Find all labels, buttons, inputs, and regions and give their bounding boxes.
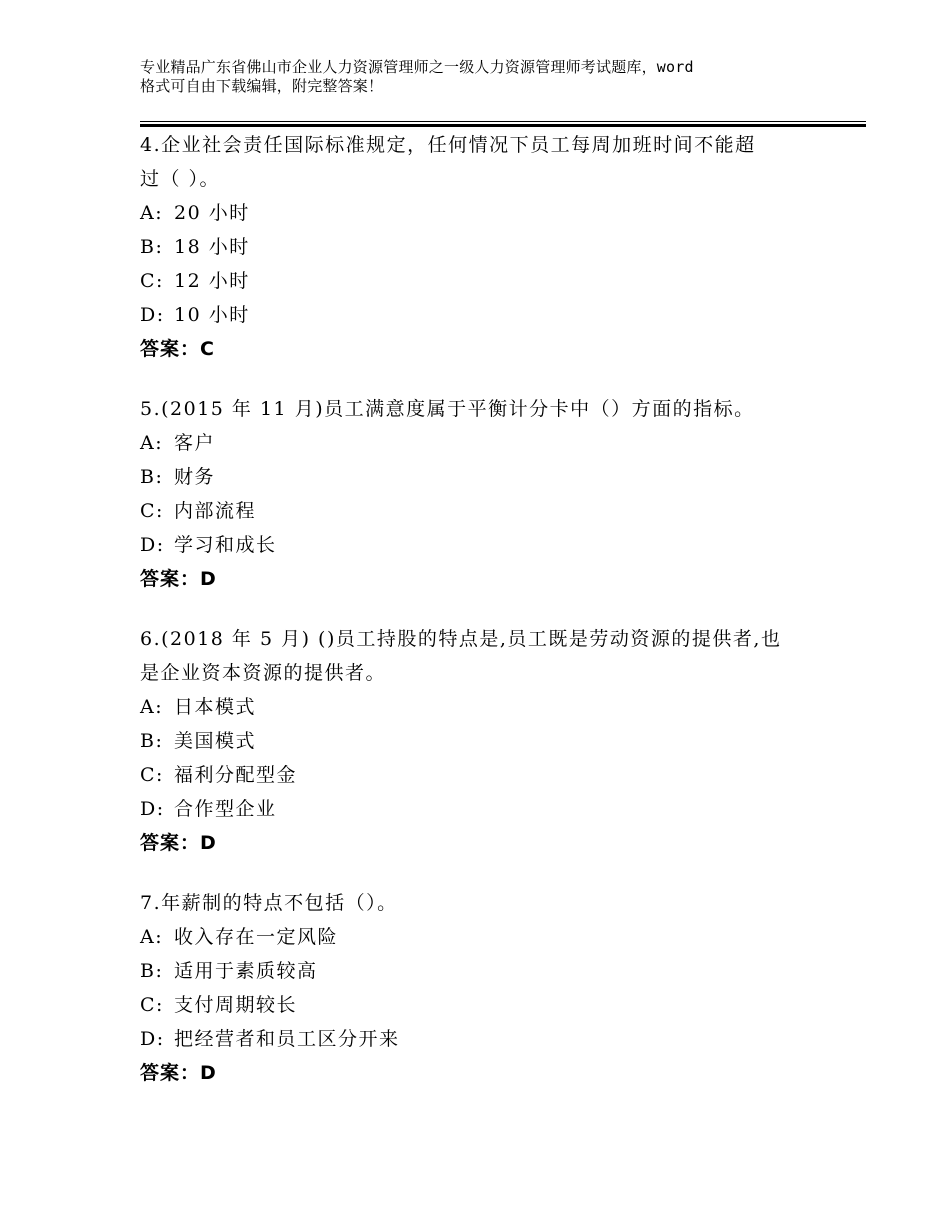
option-text: 12 小时 (174, 270, 250, 292)
option-text: 18 小时 (174, 236, 250, 258)
question-7 (140, 886, 820, 1090)
option-d (140, 1022, 820, 1056)
question-5 (140, 392, 820, 596)
header-divider-thin (140, 121, 866, 122)
option-text: 20 小时 (174, 202, 250, 224)
header-divider-thick (140, 124, 866, 127)
option-text: 10 小时 (174, 304, 250, 326)
option-letter: C: (140, 994, 164, 1016)
question-stem: 6.(2018 年 5 月) ()员工持股的特点是,员工既是劳动资源的提供者,也 (140, 628, 782, 650)
question-stem: 4.企业社会责任国际标准规定，任何情况下员工每周加班时间不能超 (140, 134, 756, 156)
option-text: 收入存在一定风险 (174, 926, 339, 948)
option-text: 财务 (174, 466, 216, 488)
option-d (140, 792, 820, 826)
option-letter: D: (140, 534, 165, 556)
option-b (140, 230, 820, 264)
option-c (140, 758, 820, 792)
option-text: 福利分配型金 (174, 764, 298, 786)
option-letter: C: (140, 764, 164, 786)
answer-line: 答案：D (140, 568, 217, 590)
option-b (140, 724, 820, 758)
option-text: 美国模式 (174, 730, 257, 752)
question-6 (140, 622, 820, 860)
question-stem: 5.(2015 年 11 月)员工满意度属于平衡计分卡中（）方面的指标。 (140, 398, 755, 420)
option-letter: B: (140, 466, 164, 488)
option-letter: A: (140, 696, 164, 718)
document-header (140, 58, 840, 96)
option-text: 日本模式 (174, 696, 257, 718)
option-text: 适用于素质较高 (174, 960, 318, 982)
option-a (140, 690, 820, 724)
question-stem-continued: 是企业资本资源的提供者。 (140, 662, 387, 684)
option-letter: A: (140, 432, 164, 454)
option-c (140, 494, 820, 528)
option-letter: B: (140, 236, 164, 258)
option-letter: A: (140, 926, 164, 948)
header-line-2: 格式可自由下载编辑，附完整答案！ (140, 77, 384, 95)
option-text: 内部流程 (174, 500, 257, 522)
option-d (140, 298, 820, 332)
option-a (140, 426, 820, 460)
option-c (140, 988, 820, 1022)
option-letter: B: (140, 960, 164, 982)
option-a (140, 920, 820, 954)
option-d (140, 528, 820, 562)
option-letter: D: (140, 304, 165, 326)
question-stem-continued: 过（ ）。 (140, 168, 221, 190)
option-text: 客户 (174, 432, 216, 454)
answer-line: 答案：D (140, 1062, 217, 1084)
option-b (140, 954, 820, 988)
option-b (140, 460, 820, 494)
option-letter: C: (140, 270, 164, 292)
answer-line: 答案：C (140, 338, 215, 360)
option-c (140, 264, 820, 298)
question-4 (140, 128, 820, 366)
option-letter: B: (140, 730, 164, 752)
option-text: 支付周期较长 (174, 994, 298, 1016)
option-text: 学习和成长 (174, 534, 277, 556)
option-text: 合作型企业 (174, 798, 277, 820)
option-a (140, 196, 820, 230)
option-letter: A: (140, 202, 164, 224)
question-stem: 7.年薪制的特点不包括（）。 (140, 892, 398, 914)
option-text: 把经营者和员工区分开来 (174, 1028, 400, 1050)
option-letter: C: (140, 500, 164, 522)
option-letter: D: (140, 798, 165, 820)
answer-line: 答案：D (140, 832, 217, 854)
header-line-1: 专业精品广东省佛山市企业人力资源管理师之一级人力资源管理师考试题库，word (140, 58, 694, 76)
option-letter: D: (140, 1028, 165, 1050)
question-list (140, 128, 820, 1116)
